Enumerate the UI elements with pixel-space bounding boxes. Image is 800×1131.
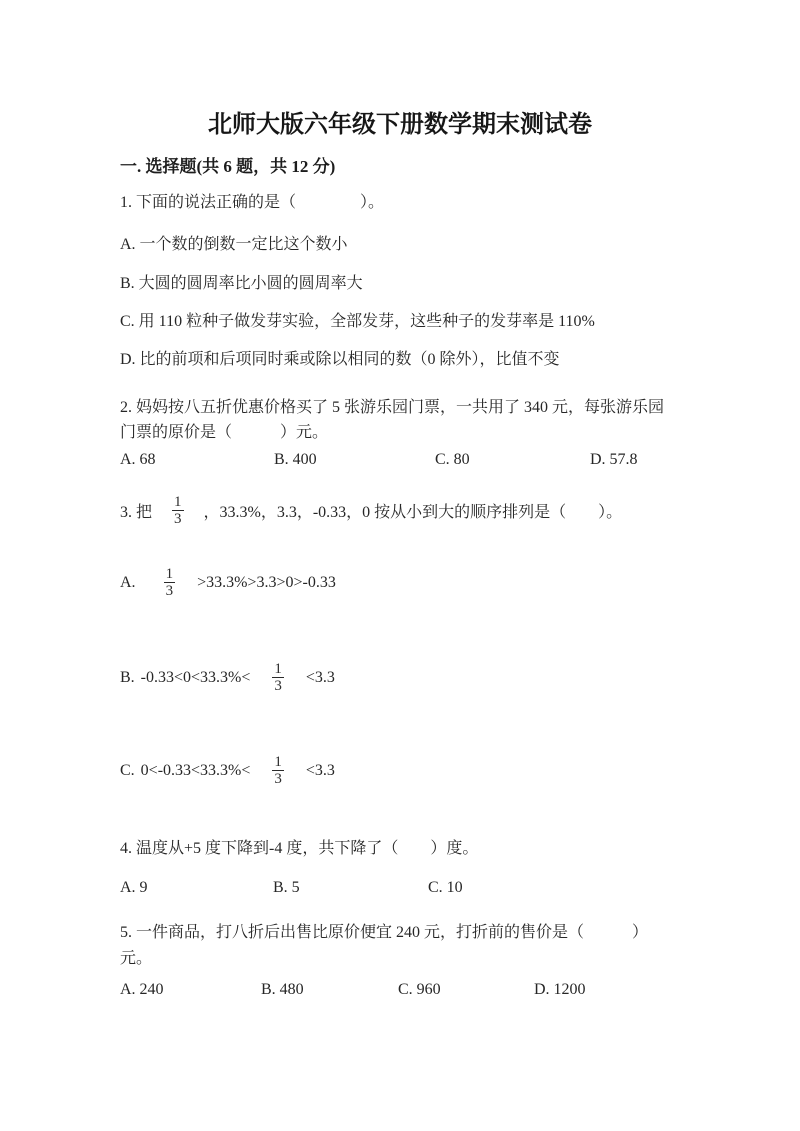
- option-a-expression: >33.3%>3.3>0>-0.33: [197, 573, 336, 591]
- question-2-option-d: D. 57.8: [590, 451, 638, 468]
- question-1-option-c: C. 用 110 粒种子做发芽实验，全部发芽，这些种子的发芽率是 110%: [120, 313, 595, 330]
- question-4-option-c: C. 10: [428, 879, 463, 896]
- question-3-option-b: [120, 661, 335, 694]
- fraction-one-third: [272, 661, 284, 694]
- question-3-option-c: [120, 754, 335, 787]
- section-heading: 一. 选择题(共 6 题，共 12 分): [120, 157, 336, 176]
- fraction-numerator: 1: [274, 754, 282, 770]
- question-2-stem: 2. 妈妈按八五折优惠价格买了 5 张游乐园门票，一共用了 340 元，每张游乐园 门票的原价是（ ）元。: [120, 399, 665, 441]
- question-5-option-d: D. 1200: [534, 981, 586, 998]
- option-b-label: B.: [120, 668, 135, 686]
- question-5-option-b: B. 480: [261, 981, 304, 998]
- question-3-stem: [120, 494, 622, 527]
- question-1-stem: 1. 下面的说法正确的是（ ）。: [120, 194, 385, 211]
- question-5-option-c: C. 960: [398, 981, 441, 998]
- question-5-option-a: A. 240: [120, 981, 164, 998]
- fraction-denominator: 3: [165, 583, 174, 599]
- question-4-stem: 4. 温度从+5 度下降到-4 度，共下降了（ ）度。: [120, 840, 479, 857]
- question-4-options: [120, 879, 720, 897]
- fraction-numerator: 1: [174, 494, 182, 510]
- fraction-denominator: 3: [174, 511, 182, 527]
- fraction-denominator: 3: [274, 771, 282, 787]
- option-b-expression-start: -0.33<0<33.3%<: [140, 668, 251, 686]
- question-5-options: [120, 981, 720, 999]
- question-2-option-b: B. 400: [274, 451, 317, 468]
- question-4-option-a: A. 9: [120, 879, 148, 896]
- page-title: 北师大版六年级下册数学期末测试卷: [208, 112, 592, 138]
- option-a-label: A.: [120, 573, 136, 591]
- question-3-option-a: [120, 566, 336, 599]
- question-3-stem-prefix: 3. 把: [120, 504, 153, 521]
- fraction-denominator: 3: [274, 678, 282, 694]
- fraction-numerator: 1: [274, 661, 282, 677]
- fraction-one-third: [172, 494, 184, 527]
- fraction-one-third: [164, 566, 176, 599]
- option-c-expression-start: 0<-0.33<33.3%<: [140, 761, 251, 779]
- question-4-option-b: B. 5: [273, 879, 300, 896]
- fraction-numerator: 1: [165, 566, 174, 582]
- question-3-stem-suffix: ，33.3%，3.3，-0.33，0 按从小到大的顺序排列是（ ）。: [203, 504, 623, 521]
- option-c-expression-end: <3.3: [305, 761, 335, 779]
- fraction-one-third: [272, 754, 284, 787]
- option-b-expression-end: <3.3: [305, 668, 335, 686]
- question-1-option-d: D. 比的前项和后项同时乘或除以相同的数（0 除外），比值不变: [120, 351, 560, 368]
- question-2-option-c: C. 80: [435, 451, 470, 468]
- question-1-option-a: A. 一个数的倒数一定比这个数小: [120, 236, 348, 253]
- question-2-options: [120, 451, 720, 469]
- question-5-stem: 5. 一件商品，打八折后出售比原价便宜 240 元，打折前的售价是（ ） 元。: [120, 924, 649, 967]
- question-1-option-b: B. 大圆的圆周率比小圆的圆周率大: [120, 275, 363, 292]
- option-c-label: C.: [120, 761, 135, 779]
- question-2-option-a: A. 68: [120, 451, 156, 468]
